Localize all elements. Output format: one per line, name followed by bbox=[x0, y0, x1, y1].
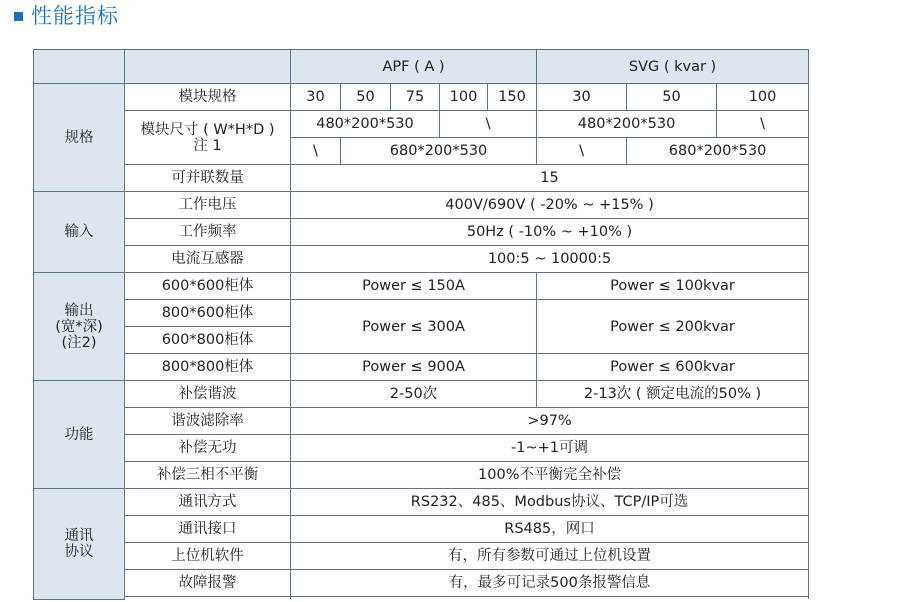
header-row bbox=[34, 50, 809, 84]
table-row bbox=[34, 273, 809, 300]
value-cell: \ bbox=[440, 111, 537, 138]
value-cell: \ bbox=[537, 138, 627, 165]
table-row-cut-off bbox=[34, 597, 809, 600]
row-label-filter-rate: 谐波滤除率 bbox=[125, 408, 291, 435]
table-row bbox=[34, 354, 809, 381]
group-comm-line: 协议 bbox=[64, 543, 94, 560]
row-label-software: 上位机软件 bbox=[125, 543, 291, 570]
value-cell: \ bbox=[291, 138, 341, 165]
row-label-parallel: 可并联数量 bbox=[125, 165, 291, 192]
cut-off-cell bbox=[125, 597, 291, 600]
value-cell: 15 bbox=[291, 165, 809, 192]
group-output-line: (注2) bbox=[61, 334, 97, 351]
row-label-cabinet: 600*800柜体 bbox=[125, 327, 291, 354]
value-cell: Power ≤ 600kvar bbox=[537, 354, 809, 381]
header-blank-group bbox=[34, 50, 125, 84]
table-row bbox=[34, 543, 809, 570]
table-row bbox=[34, 381, 809, 408]
row-label-comm-interface: 通讯接口 bbox=[125, 516, 291, 543]
group-function: 功能 bbox=[34, 381, 125, 489]
table-row bbox=[34, 300, 809, 327]
table-row bbox=[34, 246, 809, 273]
row-label-module-size bbox=[125, 111, 291, 165]
value-cell: >97% bbox=[291, 408, 809, 435]
value-cell: 680*200*530 bbox=[627, 138, 809, 165]
value-cell: 100%不平衡完全补偿 bbox=[291, 462, 809, 489]
table-row bbox=[34, 462, 809, 489]
row-label-cabinet: 600*600柜体 bbox=[125, 273, 291, 300]
apf-rating-cell: 150 bbox=[488, 84, 537, 111]
value-cell: -1~+1可调 bbox=[291, 435, 809, 462]
group-output-line: 输出 bbox=[64, 302, 94, 319]
row-label-voltage: 工作电压 bbox=[125, 192, 291, 219]
value-cell: 400V/690V ( -20% ~ +15% ) bbox=[291, 192, 809, 219]
module-size-label: 模块尺寸 ( W*H*D ) bbox=[140, 121, 275, 138]
value-cell: 有，最多可记录500条报警信息 bbox=[291, 570, 809, 597]
table-row bbox=[34, 570, 809, 597]
value-cell: RS485，网口 bbox=[291, 516, 809, 543]
value-cell: Power ≤ 150A bbox=[291, 273, 537, 300]
row-label-unbalance: 补偿三相不平衡 bbox=[125, 462, 291, 489]
table-row bbox=[34, 192, 809, 219]
value-cell: 680*200*530 bbox=[341, 138, 537, 165]
header-apf: APF ( A ) bbox=[291, 50, 537, 84]
performance-spec-table bbox=[33, 49, 809, 600]
cut-off-cell bbox=[291, 597, 809, 600]
value-cell: 2-13次 ( 额定电流的50% ) bbox=[537, 381, 809, 408]
svg-rating-cell: 50 bbox=[627, 84, 717, 111]
table-row bbox=[34, 489, 809, 516]
module-size-note: 注 1 bbox=[193, 137, 222, 154]
group-comm bbox=[34, 489, 125, 600]
value-cell: 50Hz ( -10% ~ +10% ) bbox=[291, 219, 809, 246]
table-row bbox=[34, 408, 809, 435]
value-cell: 2-50次 bbox=[291, 381, 537, 408]
header-blank-item bbox=[125, 50, 291, 84]
table-row bbox=[34, 84, 809, 111]
table-row bbox=[34, 219, 809, 246]
value-cell: 100:5 ~ 10000:5 bbox=[291, 246, 809, 273]
table-row bbox=[34, 435, 809, 462]
row-label-reactive: 补偿无功 bbox=[125, 435, 291, 462]
group-comm-line: 通讯 bbox=[64, 527, 94, 544]
group-output bbox=[34, 273, 125, 381]
svg-rating-cell: 100 bbox=[717, 84, 809, 111]
value-cell: Power ≤ 200kvar bbox=[537, 300, 809, 354]
section-title-text: 性能指标 bbox=[31, 4, 119, 28]
apf-rating-cell: 100 bbox=[440, 84, 488, 111]
row-label-harmonic: 补偿谐波 bbox=[125, 381, 291, 408]
value-cell: RS232、485、Modbus协议、TCP/IP可选 bbox=[291, 489, 809, 516]
apf-rating-cell: 75 bbox=[391, 84, 440, 111]
group-spec: 规格 bbox=[34, 84, 125, 192]
bullet-square-icon bbox=[14, 12, 23, 21]
value-cell: 480*200*530 bbox=[291, 111, 440, 138]
section-title bbox=[14, 1, 119, 29]
table-row bbox=[34, 516, 809, 543]
row-label-cabinet: 800*800柜体 bbox=[125, 354, 291, 381]
apf-rating-cell: 30 bbox=[291, 84, 341, 111]
header-svg: SVG ( kvar ) bbox=[537, 50, 809, 84]
value-cell: 480*200*530 bbox=[537, 111, 717, 138]
value-cell: \ bbox=[717, 111, 809, 138]
svg-rating-cell: 30 bbox=[537, 84, 627, 111]
row-label-module-spec: 模块规格 bbox=[125, 84, 291, 111]
row-label-ct: 电流互感器 bbox=[125, 246, 291, 273]
table-row bbox=[34, 165, 809, 192]
table-row bbox=[34, 111, 809, 138]
value-cell: Power ≤ 900A bbox=[291, 354, 537, 381]
group-input: 输入 bbox=[34, 192, 125, 273]
row-label-comm-method: 通讯方式 bbox=[125, 489, 291, 516]
row-label-alarm: 故障报警 bbox=[125, 570, 291, 597]
apf-rating-cell: 50 bbox=[341, 84, 391, 111]
row-label-cabinet: 800*600柜体 bbox=[125, 300, 291, 327]
value-cell: 有，所有参数可通过上位机设置 bbox=[291, 543, 809, 570]
value-cell: Power ≤ 300A bbox=[291, 300, 537, 354]
row-label-frequency: 工作频率 bbox=[125, 219, 291, 246]
value-cell: Power ≤ 100kvar bbox=[537, 273, 809, 300]
group-output-line: (宽*深) bbox=[55, 318, 103, 335]
